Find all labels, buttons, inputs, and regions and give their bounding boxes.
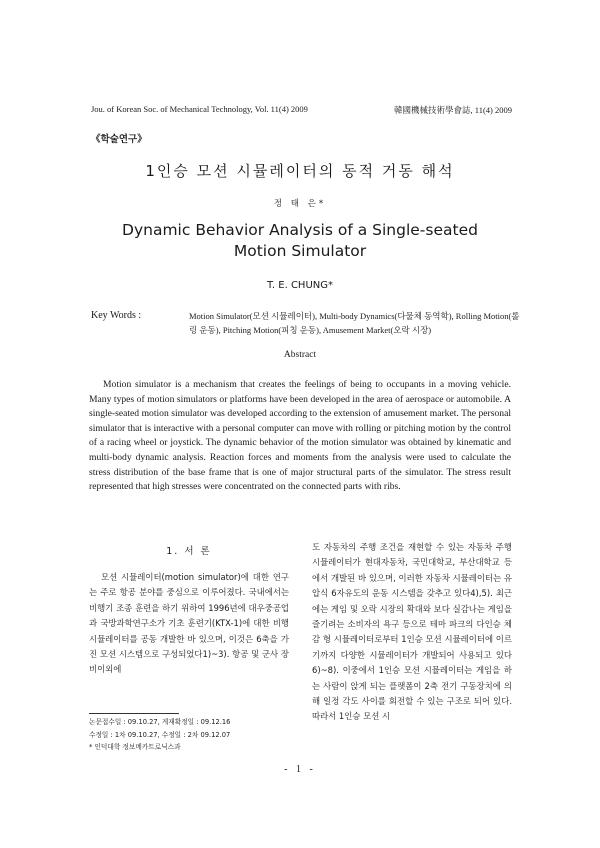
footnote-affiliation: * 인덕대학 정보메카트로닉스과 — [89, 743, 181, 751]
keywords-block — [91, 309, 521, 337]
paper-title-english-text: Dynamic Behavior Analysis of a Single-seated Motion Simulator — [122, 221, 478, 260]
paper-title-english — [0, 220, 600, 262]
paper-title-korean: 1인승 모션 시뮬레이터의 동적 거동 해석 — [145, 162, 455, 180]
journal-header-right: 韓國機械技術學會誌, 11(4) 2009 — [394, 105, 512, 115]
keywords-text: Motion Simulator(모션 시뮬레이터), Multi-body Dynamics(다물체 동역학), Rolling Motion(롤링 운동), Pitching Motion(피칭 운동), Amusement Market(오락 시장) — [189, 311, 520, 335]
author-english: T. E. CHUNG* — [266, 280, 333, 291]
body-column-left: 모션 시뮬레이터(motion simulator)에 대한 연구는 주로 항공 분야를 중심으로 이루어졌다. 국내에서는 비행기 조종 훈련을 하기 위하여 1996년에 대우중공업과 국방과학연구소가 기초 훈련기(KTX-1)에 대한 비행 시뮬레이터를 공동 개발한 바 있으며, 이것은 6축을 가진 모션 시스템으로 구성되었다1)~3). 항공 및 군사 장비이외에 — [89, 572, 289, 675]
footnote-divider — [89, 713, 179, 714]
body-column-right: 도 자동차의 주행 조건을 재현할 수 있는 자동차 주행 시뮬레이터가 현대자동차, 국민대학교, 부산대학교 등에서 개발된 바 있으며, 이러한 자동차 시뮬레이터는 유압식 6자유도의 운동 시스템을 갖추고 있다4),5). 최근에는 게임 및 오락 시장의 확대와 보다 실감나는 게임을 즐기려는 소비자의 욕구 등으로 테마 파크의 다인승 체감 형 시뮬레이터로부터 1인승 모션 시뮬레이터에 이르기까지 다양한 시뮬레이터가 개발되어 사용되고 있다6)~8). 이중에서 1인승 모션 시뮬레이터는 게임을 하는 사람이 앉게 되는 플랫폼이 2축 전기 구동장치에 의해 일정 각도 사이를 회전할 수 있는 구조로 되어 있다. 따라서 1인승 모션 시 — [312, 542, 512, 722]
abstract-heading: Abstract — [283, 350, 317, 360]
footnotes — [89, 716, 294, 754]
section-heading: 1. 서 론 — [166, 546, 212, 557]
page-number: - 1 - — [284, 764, 316, 775]
keywords-label: Key Words : — [91, 310, 142, 321]
author-korean: 정 태 은* — [273, 199, 327, 209]
footnote-revised: 수정일 : 1차 09.10.27, 수정일 : 2차 09.12.07 — [89, 730, 231, 739]
abstract-body: Motion simulator is a mechanism that creates the feelings of being to occupants in a moving vehicle. Many types of motion simulators or platforms have been developed in the area of aerospace or automobile. A single-seated motion simulator was developed according to the extension of amusement market. The personal simulator that is interactive with a personal computer can move with rolling or pitching motion by the control of a racing wheel or joystick. The dynamic behavior of the motion simulator was obtained by kinematic and multi-body dynamic analysis. Reaction forces and moments from the analysis were used to calculate the stress distribution of the base frame that is one of major structural parts of the simulator. The stress result represented that high stresses were concentrated on the connected parts with ribs. — [89, 379, 511, 493]
journal-header-left: Jou. of Korean Soc. of Mechanical Technology, Vol. 11(4) 2009 — [91, 104, 308, 114]
footnote-received: 논문접수일 : 09.10.27, 게재확정일 : 09.12.16 — [89, 718, 231, 726]
article-type-label: 《학술연구》 — [91, 134, 147, 145]
